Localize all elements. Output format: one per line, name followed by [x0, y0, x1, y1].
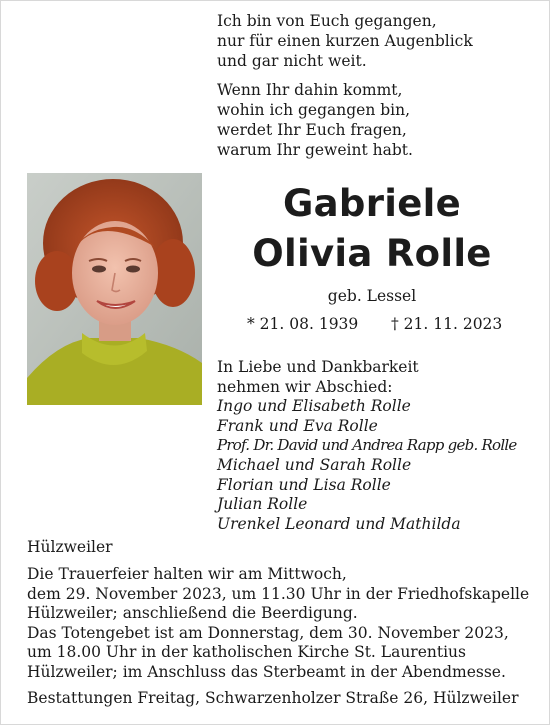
poem-line: warum Ihr geweint habt.	[217, 141, 413, 159]
deceased-first-name: Gabriele	[282, 182, 462, 225]
mourner-name: Prof. Dr. David und Andrea Rapp geb. Rolle	[217, 436, 517, 455]
poem-line: und gar nicht weit.	[217, 52, 367, 70]
poem-stanza-2	[217, 80, 473, 160]
service-line: um 18.00 Uhr in der katholischen Kirche St. Laurentius	[27, 643, 466, 662]
birth-date: * 21. 08. 1939	[247, 315, 359, 333]
poem-line: Ich bin von Euch gegangen,	[217, 12, 437, 30]
service-line: Hülzweiler; im Anschluss das Sterbeamt in der Abendmesse.	[27, 662, 506, 681]
poem-stanza-1	[217, 11, 473, 71]
poem-line: werdet Ihr Euch fragen,	[217, 121, 407, 139]
mourner-name: Frank und Eva Rolle	[217, 416, 378, 435]
mourner-name: Julian Rolle	[217, 495, 308, 514]
deceased-last-names: Olivia Rolle	[252, 232, 492, 275]
death-date: † 21. 11. 2023	[391, 315, 503, 333]
mourners-names	[217, 397, 517, 534]
service-details	[27, 565, 529, 683]
mourner-name: Ingo und Elisabeth Rolle	[217, 397, 411, 416]
mourner-name: Urenkel Leonard und Mathilda	[217, 514, 461, 533]
service-line: Die Trauerfeier halten wir am Mittwoch,	[27, 565, 347, 583]
mourners-intro: nehmen wir Abschied:	[217, 377, 393, 396]
funeral-home: Bestattungen Freitag, Schwarzenholzer Straße 26, Hülzweiler	[27, 689, 519, 707]
mourners-block	[217, 358, 517, 534]
service-line: Das Totengebet ist am Donnerstag, dem 30. November 2023,	[27, 623, 509, 642]
mourner-name: Florian und Lisa Rolle	[217, 475, 391, 494]
service-line: Hülzweiler; anschließend die Beerdigung.	[27, 604, 358, 623]
place-name: Hülzweiler	[27, 538, 113, 556]
mourners-intro: In Liebe und Dankbarkeit	[217, 358, 419, 376]
mourner-name: Michael und Sarah Rolle	[217, 455, 412, 474]
poem-line: wohin ich gegangen bin,	[217, 101, 411, 119]
poem	[217, 11, 473, 169]
poem-line: Wenn Ihr dahin kommt,	[217, 81, 403, 99]
portrait-photo	[27, 173, 202, 405]
poem-line: nur für einen kurzen Augenblick	[217, 32, 473, 50]
maiden-name: geb. Lessel	[327, 287, 417, 305]
service-line: dem 29. November 2023, um 11.30 Uhr in der Friedhofskapelle	[27, 584, 530, 603]
